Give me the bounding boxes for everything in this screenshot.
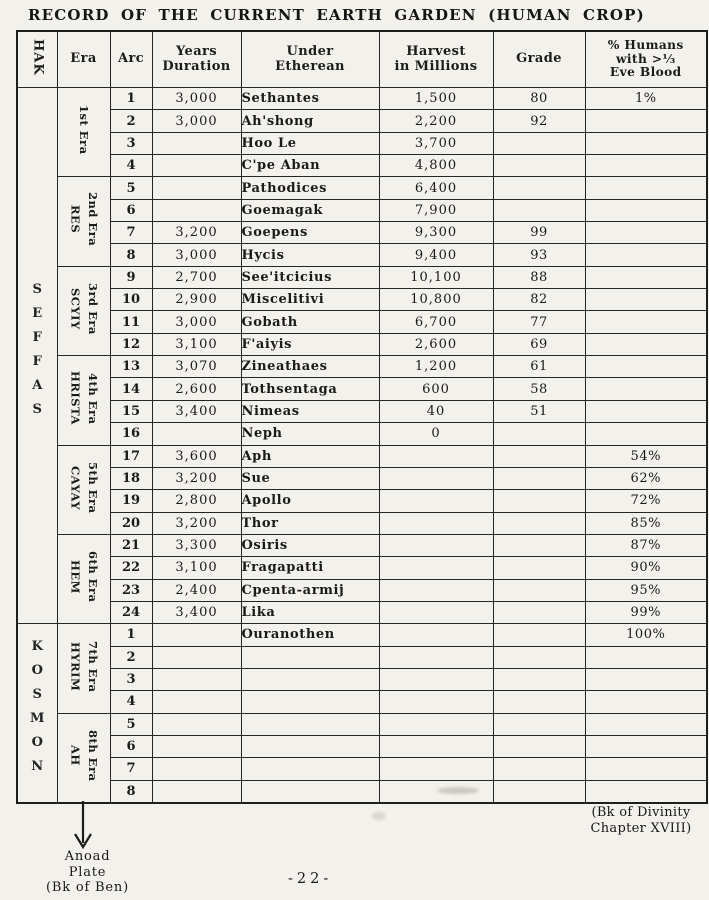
table-row [17, 244, 707, 266]
years-cell: 3,100 [152, 333, 241, 355]
harvest-cell [379, 445, 493, 467]
pct-cell [585, 199, 707, 221]
years-cell [152, 758, 241, 780]
harvest-cell: 6,400 [379, 177, 493, 199]
grade-cell: 80 [493, 88, 585, 110]
era-label: 7th Era HYRIM [57, 624, 110, 713]
grade-cell [493, 713, 585, 735]
table-row [17, 266, 707, 288]
table-row [17, 423, 707, 445]
etherean-cell [241, 780, 379, 802]
pct-cell [585, 400, 707, 422]
era-label: 3rd Era SCYIY [57, 266, 110, 355]
table-row [17, 758, 707, 780]
pct-cell [585, 646, 707, 668]
etherean-cell: Goepens [241, 222, 379, 244]
etherean-cell: Cpenta-armij [241, 579, 379, 601]
harvest-cell [379, 691, 493, 713]
harvest-cell [379, 512, 493, 534]
etherean-cell: Nimeas [241, 400, 379, 422]
pct-cell [585, 266, 707, 288]
arc-cell: 1 [110, 88, 152, 110]
table-row [17, 132, 707, 154]
etherean-cell [241, 691, 379, 713]
page-number: -22- [288, 871, 333, 887]
pct-cell [585, 177, 707, 199]
down-arrow-icon [70, 801, 100, 855]
pct-cell: 72% [585, 490, 707, 512]
years-cell: 3,200 [152, 467, 241, 489]
grade-cell [493, 758, 585, 780]
etherean-cell: Hycis [241, 244, 379, 266]
hak-label-seffas: SEFFAS [17, 88, 57, 624]
harvest-cell [379, 735, 493, 757]
harvest-cell: 0 [379, 423, 493, 445]
table-row [17, 691, 707, 713]
table-row [17, 155, 707, 177]
grade-cell: 69 [493, 333, 585, 355]
table-row [17, 557, 707, 579]
col-header-years: Years Duration [152, 31, 241, 88]
harvest-cell [379, 557, 493, 579]
harvest-cell: 10,100 [379, 266, 493, 288]
harvest-cell: 1,200 [379, 356, 493, 378]
era-label: 8th Era AH [57, 713, 110, 802]
arc-cell: 17 [110, 445, 152, 467]
years-cell: 3,000 [152, 244, 241, 266]
hak-label-kosmon: KOSMON [17, 624, 57, 803]
etherean-cell [241, 668, 379, 690]
table-row [17, 110, 707, 132]
grade-cell: 82 [493, 289, 585, 311]
etherean-cell: Miscelitivi [241, 289, 379, 311]
col-header-pct: % Humans with >⅓ Eve Blood [585, 31, 707, 88]
pct-cell [585, 110, 707, 132]
etherean-cell: Pathodices [241, 177, 379, 199]
etherean-cell: C'pe Aban [241, 155, 379, 177]
years-cell: 2,800 [152, 490, 241, 512]
etherean-cell [241, 646, 379, 668]
arc-cell: 16 [110, 423, 152, 445]
arc-cell: 3 [110, 668, 152, 690]
etherean-cell: Neph [241, 423, 379, 445]
scan-smudge [372, 812, 386, 820]
grade-cell: 61 [493, 356, 585, 378]
etherean-cell: Sue [241, 467, 379, 489]
etherean-cell [241, 758, 379, 780]
etherean-cell: Fragapatti [241, 557, 379, 579]
grade-cell: 92 [493, 110, 585, 132]
years-cell [152, 780, 241, 802]
arc-cell: 11 [110, 311, 152, 333]
etherean-cell: Zineathaes [241, 356, 379, 378]
grade-cell: 77 [493, 311, 585, 333]
arc-cell: 15 [110, 400, 152, 422]
pct-cell: 1% [585, 88, 707, 110]
arc-cell: 23 [110, 579, 152, 601]
grade-cell [493, 423, 585, 445]
pct-cell [585, 668, 707, 690]
years-cell [152, 691, 241, 713]
etherean-cell: Tothsentaga [241, 378, 379, 400]
years-cell: 2,600 [152, 378, 241, 400]
pct-cell [585, 311, 707, 333]
harvest-cell: 7,900 [379, 199, 493, 221]
grade-cell [493, 668, 585, 690]
etherean-cell: Thor [241, 512, 379, 534]
etherean-cell: Sethantes [241, 88, 379, 110]
harvest-cell: 9,300 [379, 222, 493, 244]
era-label: 4th Era HRISTA [57, 356, 110, 445]
grade-cell [493, 534, 585, 556]
table-row [17, 289, 707, 311]
table-row [17, 199, 707, 221]
grade-cell [493, 467, 585, 489]
table-row [17, 624, 707, 646]
era-label: 2nd Era RES [57, 177, 110, 266]
era-label: 1st Era [57, 88, 110, 177]
harvest-cell [379, 646, 493, 668]
harvest-cell: 2,200 [379, 110, 493, 132]
pct-cell: 100% [585, 624, 707, 646]
grade-cell: 58 [493, 378, 585, 400]
etherean-cell: Osiris [241, 534, 379, 556]
anoad-line-1: Anoad [64, 849, 111, 864]
harvest-cell: 10,800 [379, 289, 493, 311]
col-header-era: Era [57, 31, 110, 88]
arc-cell: 5 [110, 713, 152, 735]
table-row [17, 490, 707, 512]
pct-cell: 87% [585, 534, 707, 556]
arc-cell: 4 [110, 691, 152, 713]
etherean-cell [241, 713, 379, 735]
table-row [17, 601, 707, 623]
harvest-cell [379, 534, 493, 556]
col-header-grade: Grade [493, 31, 585, 88]
arc-cell: 24 [110, 601, 152, 623]
grade-cell: 51 [493, 400, 585, 422]
harvest-cell [379, 490, 493, 512]
citation-line-2: Chapter XVIII) [590, 820, 692, 836]
table-row [17, 534, 707, 556]
arc-cell: 4 [110, 155, 152, 177]
years-cell [152, 713, 241, 735]
arc-cell: 2 [110, 110, 152, 132]
pct-cell: 62% [585, 467, 707, 489]
arc-cell: 10 [110, 289, 152, 311]
harvest-cell [379, 624, 493, 646]
grade-cell [493, 579, 585, 601]
years-cell: 3,400 [152, 400, 241, 422]
arc-cell: 21 [110, 534, 152, 556]
etherean-cell: Lika [241, 601, 379, 623]
grade-cell [493, 691, 585, 713]
table-row [17, 333, 707, 355]
arc-cell: 5 [110, 177, 152, 199]
table-row [17, 311, 707, 333]
grade-cell [493, 132, 585, 154]
source-citation [576, 805, 706, 836]
page-title: RECORD OF THE CURRENT EARTH GARDEN (HUMAN CROP) [28, 6, 645, 24]
pct-cell [585, 780, 707, 802]
years-cell: 3,000 [152, 88, 241, 110]
years-cell: 3,000 [152, 110, 241, 132]
years-cell [152, 132, 241, 154]
arc-cell: 6 [110, 199, 152, 221]
arc-cell: 12 [110, 333, 152, 355]
grade-cell [493, 646, 585, 668]
anoad-line-2: Plate [68, 864, 107, 880]
arc-cell: 2 [110, 646, 152, 668]
pct-cell [585, 289, 707, 311]
grade-cell [493, 199, 585, 221]
grade-cell [493, 557, 585, 579]
table-row [17, 222, 707, 244]
etherean-cell: Goemagak [241, 199, 379, 221]
harvest-cell [379, 601, 493, 623]
table-row [17, 579, 707, 601]
arc-cell: 3 [110, 132, 152, 154]
grade-cell [493, 780, 585, 802]
pct-cell: 99% [585, 601, 707, 623]
grade-cell [493, 512, 585, 534]
grade-cell: 99 [493, 222, 585, 244]
table-row [17, 512, 707, 534]
grade-cell [493, 735, 585, 757]
harvest-cell: 3,700 [379, 132, 493, 154]
pct-cell [585, 244, 707, 266]
grade-cell [493, 601, 585, 623]
years-cell: 3,400 [152, 601, 241, 623]
etherean-cell: Aph [241, 445, 379, 467]
arc-cell: 9 [110, 266, 152, 288]
arc-cell: 22 [110, 557, 152, 579]
pct-cell: 95% [585, 579, 707, 601]
years-cell: 2,700 [152, 266, 241, 288]
harvest-cell: 600 [379, 378, 493, 400]
grade-cell [493, 490, 585, 512]
years-cell [152, 423, 241, 445]
era-label: 6th Era HEM [57, 534, 110, 623]
record-table [16, 30, 708, 804]
pct-cell [585, 356, 707, 378]
years-cell: 2,400 [152, 579, 241, 601]
grade-cell [493, 624, 585, 646]
etherean-cell: F'aiyis [241, 333, 379, 355]
arc-cell: 8 [110, 244, 152, 266]
col-header-etherean: Under Etherean [241, 31, 379, 88]
etherean-cell: Ah'shong [241, 110, 379, 132]
table-row [17, 356, 707, 378]
etherean-cell [241, 735, 379, 757]
pct-cell [585, 423, 707, 445]
years-cell [152, 155, 241, 177]
citation-line-1: (Bk of Divinity [591, 805, 691, 820]
pct-cell [585, 155, 707, 177]
col-header-harvest: Harvest in Millions [379, 31, 493, 88]
years-cell [152, 177, 241, 199]
table-row [17, 445, 707, 467]
harvest-cell [379, 668, 493, 690]
table-row [17, 177, 707, 199]
table-row [17, 646, 707, 668]
grade-cell [493, 155, 585, 177]
arc-cell: 1 [110, 624, 152, 646]
pct-cell [585, 132, 707, 154]
etherean-cell: Gobath [241, 311, 379, 333]
pct-cell: 54% [585, 445, 707, 467]
arc-cell: 19 [110, 490, 152, 512]
pct-cell: 85% [585, 512, 707, 534]
etherean-cell: Apollo [241, 490, 379, 512]
arc-cell: 7 [110, 758, 152, 780]
etherean-cell: Ouranothen [241, 624, 379, 646]
years-cell: 2,900 [152, 289, 241, 311]
grade-cell: 88 [493, 266, 585, 288]
pct-cell [585, 333, 707, 355]
harvest-cell: 1,500 [379, 88, 493, 110]
harvest-cell: 4,800 [379, 155, 493, 177]
years-cell [152, 646, 241, 668]
pct-cell [585, 713, 707, 735]
grade-cell: 93 [493, 244, 585, 266]
table-row [17, 378, 707, 400]
harvest-cell: 2,600 [379, 333, 493, 355]
table-row [17, 735, 707, 757]
years-cell [152, 735, 241, 757]
etherean-cell: Hoo Le [241, 132, 379, 154]
years-cell: 3,200 [152, 222, 241, 244]
etherean-cell: See'itcicius [241, 266, 379, 288]
pct-cell [585, 222, 707, 244]
years-cell [152, 199, 241, 221]
years-cell: 3,070 [152, 356, 241, 378]
years-cell: 3,600 [152, 445, 241, 467]
scan-smudge [437, 787, 479, 794]
era-label: 5th Era CAYAY [57, 445, 110, 534]
harvest-cell [379, 713, 493, 735]
harvest-cell [379, 758, 493, 780]
anoad-line-3: (Bk of Ben) [46, 880, 129, 895]
grade-cell [493, 445, 585, 467]
arc-cell: 18 [110, 467, 152, 489]
pct-cell [585, 758, 707, 780]
pct-cell [585, 691, 707, 713]
harvest-cell: 9,400 [379, 244, 493, 266]
years-cell: 3,100 [152, 557, 241, 579]
table-row [17, 668, 707, 690]
table-row [17, 713, 707, 735]
pct-cell [585, 378, 707, 400]
table-row [17, 400, 707, 422]
pct-cell [585, 735, 707, 757]
table-row [17, 780, 707, 802]
harvest-cell: 40 [379, 400, 493, 422]
pct-cell: 90% [585, 557, 707, 579]
col-header-hak: HAK [17, 31, 57, 88]
years-cell: 3,300 [152, 534, 241, 556]
arc-cell: 14 [110, 378, 152, 400]
arc-cell: 8 [110, 780, 152, 802]
arc-cell: 13 [110, 356, 152, 378]
table-row [17, 88, 707, 110]
table-row [17, 467, 707, 489]
harvest-cell [379, 467, 493, 489]
years-cell: 3,200 [152, 512, 241, 534]
grade-cell [493, 177, 585, 199]
arc-cell: 20 [110, 512, 152, 534]
years-cell [152, 624, 241, 646]
table-body [17, 88, 707, 803]
years-cell [152, 668, 241, 690]
header-row [17, 31, 707, 88]
anoad-plate-caption [25, 849, 150, 896]
arc-cell: 6 [110, 735, 152, 757]
col-header-arc: Arc [110, 31, 152, 88]
arc-cell: 7 [110, 222, 152, 244]
table-header [17, 31, 707, 88]
years-cell: 3,000 [152, 311, 241, 333]
harvest-cell: 6,700 [379, 311, 493, 333]
harvest-cell [379, 579, 493, 601]
